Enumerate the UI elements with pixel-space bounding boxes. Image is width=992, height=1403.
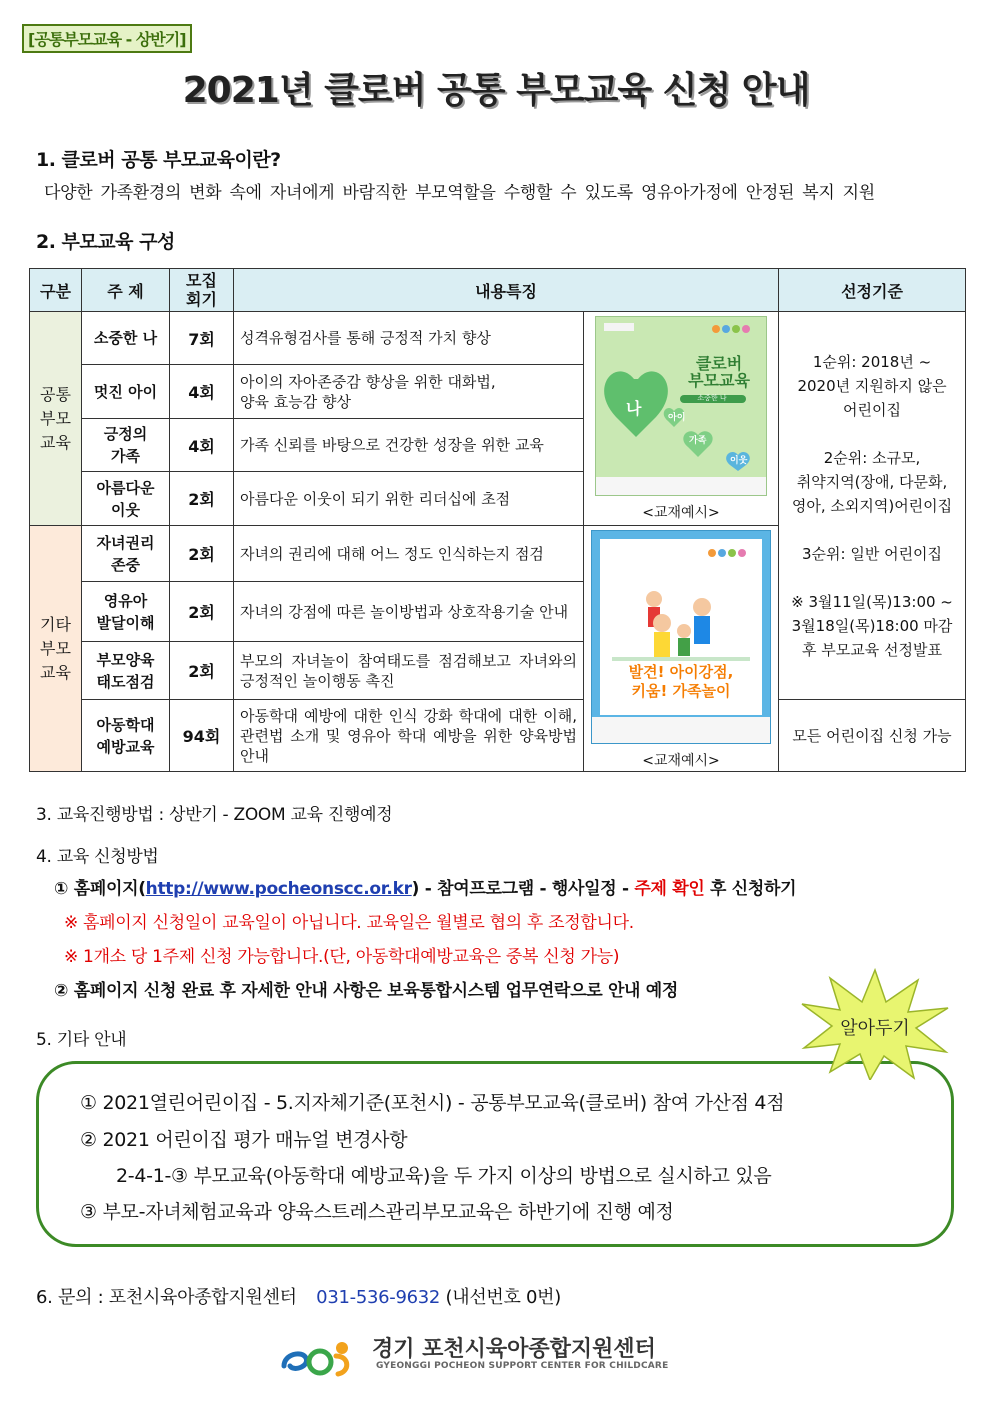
contact-phone: 031-536-9632 — [316, 1287, 441, 1308]
heart-label: 아이 — [668, 413, 686, 423]
category-other: 기타 부모 교육 — [30, 526, 82, 772]
notice-burst-icon — [800, 968, 950, 1080]
topic-cell: 소중한 나 — [82, 312, 170, 365]
clover-book-cover-image — [595, 316, 767, 496]
image-caption: <교재예시> — [642, 505, 720, 521]
col-header-category: 구분 — [30, 269, 82, 312]
category-common: 공통 부모 교육 — [30, 312, 82, 526]
count-cell: 2회 — [170, 472, 234, 526]
desc-cell: 자녀의 강점에 따른 놀이방법과 상호작용기술 안내 — [234, 582, 584, 642]
topic-cell: 멋진 아이 — [82, 365, 170, 419]
heart-label: 이웃 — [730, 456, 748, 466]
info-item-2: ② 2021 어린이집 평가 매뉴얼 변경사항 — [80, 1129, 408, 1151]
book1-subtitle: 소중한 나 — [697, 394, 727, 402]
contact-label: 6. 문의 : 포천시육아종합지원센터 — [36, 1287, 297, 1308]
heart-label: 나 — [626, 399, 642, 418]
apply-step-1 — [54, 874, 796, 899]
count-cell: 2회 — [170, 642, 234, 700]
topic-cell: 아동학대 예방교육 — [82, 700, 170, 772]
selection-criteria-all: 모든 어린이집 신청 가능 — [779, 700, 966, 772]
program-table — [29, 268, 966, 772]
desc-cell: 가족 신뢰를 바탕으로 건강한 성장을 위한 교육 — [234, 419, 584, 472]
info-item-2-detail: 2-4-1-③ 부모교육(아동학대 예방교육)을 두 가지 이상의 방법으로 실시하고 있음 — [116, 1165, 772, 1187]
heart-label: 가족 — [689, 436, 707, 446]
image-caption: <교재예시> — [642, 753, 720, 769]
book1-title: 클로버 부모교육 — [688, 354, 750, 390]
play-book-cover-image — [591, 530, 771, 744]
center-logo-icon — [280, 1336, 356, 1378]
note-1: ※ 홈페이지 신청일이 교육일이 아닙니다. 교육일은 월별로 협의 후 조정합니다. — [64, 913, 634, 933]
topic-cell: 자녀권리 존중 — [82, 526, 170, 582]
count-cell: 2회 — [170, 526, 234, 582]
center-name-en: GYEONGGI POCHEON SUPPORT CENTER FOR CHILDCARE — [376, 1361, 669, 1371]
desc-cell: 성격유형검사를 통해 긍정적 가치 향상 — [234, 312, 584, 365]
col-header-content: 내용특징 — [234, 269, 779, 312]
apply-step-1-post: 후 신청하기 — [704, 879, 797, 899]
apply-step-2: ② 홈페이지 신청 완료 후 자세한 안내 사항은 보육통합시스템 업무연락으로 안내 예정 — [54, 981, 679, 1001]
note-2: ※ 1개소 당 1주제 신청 가능합니다.(단, 아동학대예방교육은 중복 신청 가능) — [64, 947, 620, 967]
apply-step-1-pre: ① 홈페이지( — [54, 879, 146, 899]
page-title: 2021년 클로버 공통 부모교육 신청 안내 — [182, 70, 810, 111]
count-cell: 94회 — [170, 700, 234, 772]
desc-cell: 아동학대 예방에 대한 인식 강화 학대에 대한 이해, 관련법 소개 및 영유아 학대 예방을 위한 양육방법 안내 — [234, 700, 584, 772]
sec3-heading: 3. 교육진행방법 : 상반기 - ZOOM 교육 진행예정 — [36, 805, 393, 825]
count-cell: 7회 — [170, 312, 234, 365]
sec1-heading: 1. 클로버 공통 부모교육이란? — [36, 149, 281, 171]
info-item-1: ① 2021열린어린이집 - 5.지자체기준(포천시) - 공통부모교육(클로버) 참여 가산점 4점 — [80, 1092, 785, 1114]
book2-title: 발견! 아이강점, 키움! 가족놀이 — [628, 663, 734, 700]
selection-criteria: 1순위: 2018년 ~ 2020년 지원하지 않은 어린이집 2순위: 소규모, 취약지역(장애, 다문화, 영아, 소외지역)어린이집 3순위: 일반 어린이집 ※ 3월11일(목)13:00 ~ 3월18일(목)18:00 마감 후 부모교육 선정발표 — [779, 312, 966, 700]
topic-cell: 영유아 발달이해 — [82, 582, 170, 642]
topic-cell: 부모양육 태도점검 — [82, 642, 170, 700]
col-header-criteria: 선정기준 — [779, 269, 966, 312]
notice-burst-label: 알아두기 — [840, 1018, 910, 1039]
count-cell: 4회 — [170, 365, 234, 419]
sec4-heading: 4. 교육 신청방법 — [36, 847, 159, 867]
desc-cell: 아름다운 이웃이 되기 위한 리더십에 초점 — [234, 472, 584, 526]
col-header-topic: 주 제 — [82, 269, 170, 312]
center-name-ko: 경기 포천시육아종합지원센터 — [372, 1337, 656, 1362]
desc-cell: 자녀의 권리에 대해 어느 정도 인식하는지 점검 — [234, 526, 584, 582]
book-image-cell-1 — [584, 312, 779, 526]
topic-cell: 아름다운 이웃 — [82, 472, 170, 526]
sec2-heading: 2. 부모교육 구성 — [36, 231, 175, 253]
sec5-heading: 5. 기타 안내 — [36, 1030, 127, 1050]
contact-extension: (내선번호 0번) — [445, 1287, 561, 1308]
desc-cell: 아이의 자아존중감 향상을 위한 대화법, 양육 효능감 향상 — [234, 365, 584, 419]
count-cell: 2회 — [170, 582, 234, 642]
book-image-cell-2 — [584, 526, 779, 772]
apply-step-1-mid: ) - 참여프로그램 - 행사일정 - — [411, 879, 635, 899]
contact-line — [36, 1283, 561, 1309]
apply-step-1-highlight: 주제 확인 — [634, 879, 705, 899]
count-cell: 4회 — [170, 419, 234, 472]
col-header-count: 모집 회기 — [170, 269, 234, 312]
topic-cell: 긍정의 가족 — [82, 419, 170, 472]
desc-cell: 부모의 자녀놀이 참여태도를 점검해보고 자녀와의 긍정적인 놀이행동 촉진 — [234, 642, 584, 700]
homepage-link[interactable]: http://www.pocheonscc.or.kr — [145, 879, 412, 899]
section-tag: [공통부모교육 - 상반기] — [22, 24, 192, 53]
sec1-body: 다양한 가족환경의 변화 속에 자녀에게 바람직한 부모역할을 수행할 수 있도록 영유아가정에 안정된 복지 지원 — [44, 183, 875, 203]
info-item-3: ③ 부모-자녀체험교육과 양육스트레스관리부모교육은 하반기에 진행 예정 — [80, 1201, 674, 1223]
